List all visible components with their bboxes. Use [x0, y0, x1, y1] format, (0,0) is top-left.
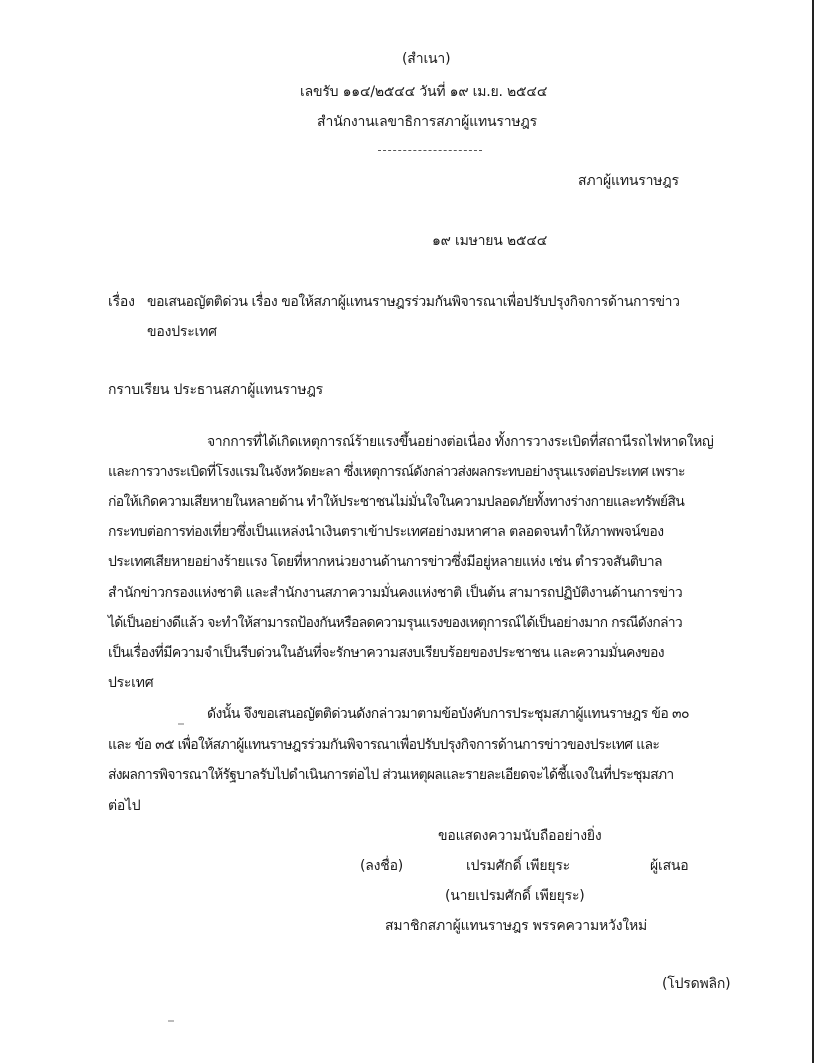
paragraph-2-line: และ ข้อ ๓๕ เพื่อให้สภาผู้แทนราษฎรร่วมกันพิจารณาเพื่อปรับปรุงกิจการด้านการข่าวของประเทศ และ: [108, 737, 660, 753]
closing-regards: ขอแสดงความนับถืออย่างยิ่ง: [438, 828, 602, 844]
salutation: กราบเรียน ประธานสภาผู้แทนราษฎร: [108, 382, 323, 398]
paragraph-1-line: จากการที่ได้เกิดเหตุการณ์ร้ายแรงขึ้นอย่างต่อเนื่อง ทั้งการวางระเบิดที่สถานีรถไฟหาดใหญ่: [207, 434, 714, 450]
office-name: สำนักงานเลขาธิการสภาผู้แทนราษฎร: [317, 114, 537, 130]
scan-speck: [178, 723, 184, 725]
addressee-org: สภาผู้แทนราษฎร: [578, 173, 679, 189]
subject-label: เรื่อง: [108, 294, 135, 310]
paragraph-1-line: เป็นเรื่องที่มีความจำเป็นรีบด่วนในอันที่จะรักษาความสงบเรียบร้อยของประชาชน และความมั่นคงของ: [108, 645, 665, 661]
subject-line-1: ขอเสนอญัตติด่วน เรื่อง ขอให้สภาผู้แทนราษฎรร่วมกันพิจารณาเพื่อปรับปรุงกิจการด้านการข่าว: [147, 294, 680, 310]
paragraph-1-line: สำนักข่าวกรองแห่งชาติ และสำนักงานสภาความมั่นคงแห่งชาติ เป็นต้น สามารถปฏิบัติงานด้านการข่าว: [108, 585, 683, 601]
printed-name: (นายเปรมศักดิ์ เพียยุระ): [445, 888, 585, 904]
paragraph-1-line: ประเทศเสียหายอย่างร้ายแรง โดยที่หากหน่วยงานด้านการข่าวซึ่งมีอยู่หลายแห่ง เช่น ตำรวจสันติบาล: [108, 554, 662, 570]
paragraph-1-line: ประเทศ: [108, 675, 154, 691]
proposer-label: ผู้เสนอ: [650, 858, 689, 874]
scan-edge-shadow: [812, 0, 814, 1063]
paragraph-2-line: ดังนั้น จึงขอเสนอญัตติด่วนดังกล่าวมาตามข้อบังคับการประชุมสภาผู้แทนราษฎร ข้อ ๓๐: [207, 706, 689, 722]
turn-over-note: (โปรดพลิก): [662, 976, 731, 992]
copy-mark: (สำเนา): [402, 51, 451, 67]
paragraph-1-line: และการวางระเบิดที่โรงแรมในจังหวัดยะลา ซึ่งเหตุการณ์ดังกล่าวส่งผลกระทบอย่างรุนแรงต่อประเทศ เพราะ: [108, 464, 685, 480]
subject-line-2: ของประเทศ: [147, 324, 217, 340]
paragraph-2-line: ส่งผลการพิจารณาให้รัฐบาลรับไปดำเนินการต่อไป ส่วนเหตุผลและรายละเอียดจะได้ชี้แจงในที่ประชุมสภา: [108, 767, 674, 783]
paragraph-1-line: ก่อให้เกิดความเสียหายในหลายด้าน ทำให้ประชาชนไม่มั่นใจในความปลอดภัยทั้งทางร่างกายและทรัพย์สิน: [108, 494, 685, 510]
paragraph-1-line: กระทบต่อการท่องเที่ยวซึ่งเป็นแหล่งนำเงินตราเข้าประเทศอย่างมหาศาล ตลอดจนทำให้ภาพพจน์ของ: [108, 524, 664, 540]
scan-speck: [168, 1020, 174, 1022]
signature-name: เปรมศักดิ์ เพียยุระ: [466, 858, 570, 874]
paragraph-1-line: ได้เป็นอย่างดีแล้ว จะทำให้สามารถป้องกันหรือลดความรุนแรงของเหตุการณ์ได้เป็นอย่างมาก กรณีดังกล่าว: [108, 615, 683, 631]
receipt-line: เลขรับ ๑๑๔/๒๕๔๔ วันที่ ๑๙ เม.ย. ๒๕๔๔: [300, 84, 548, 100]
divider-rule: [378, 150, 482, 151]
document-date: ๑๙ เมษายน ๒๕๔๔: [432, 233, 548, 249]
paragraph-2-line: ต่อไป: [108, 798, 141, 814]
member-position: สมาชิกสภาผู้แทนราษฎร พรรคความหวังใหม่: [385, 918, 648, 934]
signed-label: (ลงชื่อ): [360, 858, 404, 874]
